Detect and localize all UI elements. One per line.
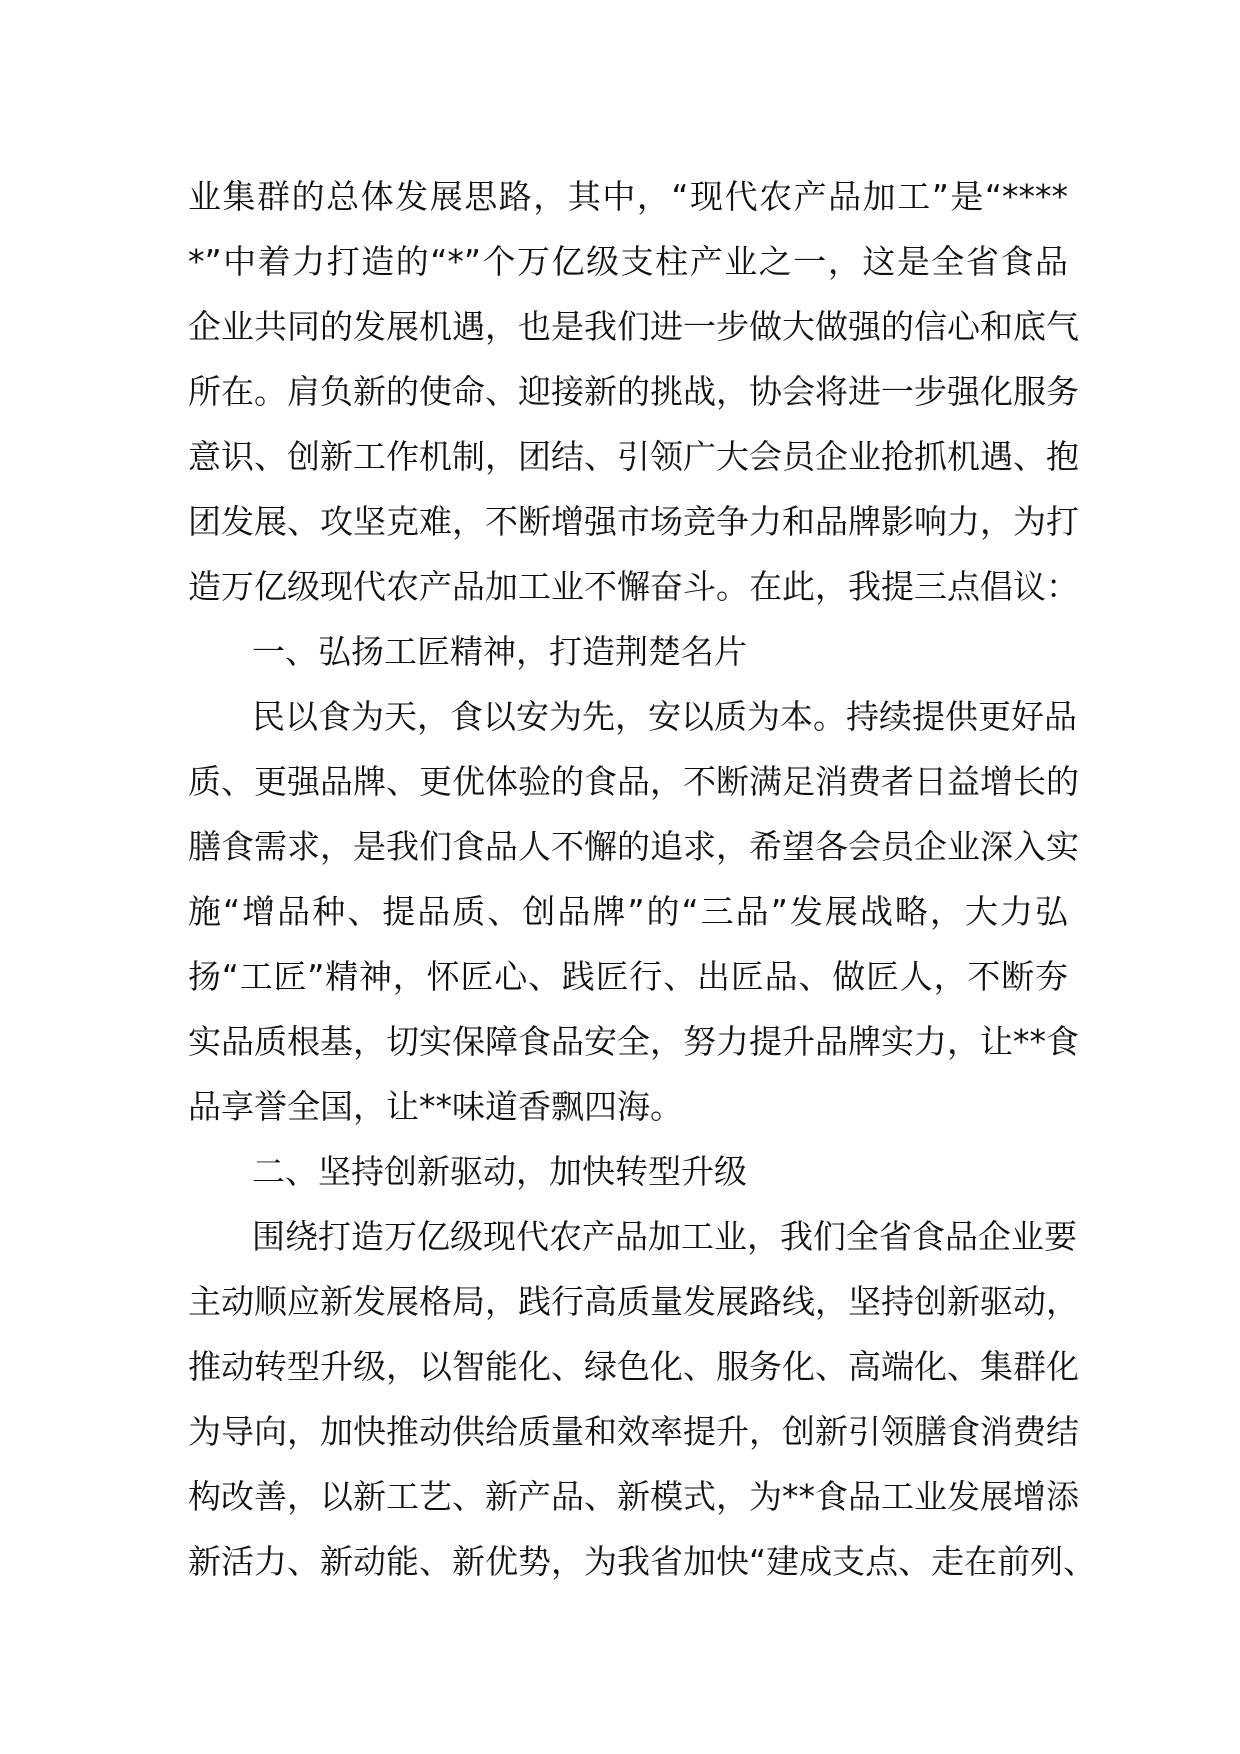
section-heading-2: 二、坚持创新驱动，加快转型升级	[252, 1152, 747, 1191]
paragraph-line: *”中着力打造的“*”个万亿级支柱产业之一，这是全省食品	[188, 242, 1068, 281]
paragraph-line: 推动转型升级，以智能化、绿色化、服务化、高端化、集群化	[188, 1347, 1079, 1386]
paragraph-line: 实品质根基，切实保障食品安全，努力提升品牌实力，让**食	[188, 1022, 1079, 1061]
document-body	[188, 164, 1097, 1594]
paragraph-line: 品享誉全国，让**味道香飘四海。	[188, 1087, 683, 1126]
paragraph-line: 质、更强品牌、更优体验的食品，不断满足消费者日益增长的	[188, 762, 1079, 801]
paragraph-line: 新活力、新动能、新优势，为我省加快“建成支点、走在前列、	[188, 1542, 1097, 1581]
paragraph-line: 业集群的总体发展思路，其中，“现代农产品加工”是“****	[188, 177, 1068, 216]
paragraph-line: 构改善，以新工艺、新产品、新模式，为**食品工业发展增添	[188, 1477, 1079, 1516]
paragraph-line: 扬“工匠”精神，怀匠心、践匠行、出匠品、做匠人，不断夯	[188, 957, 1068, 996]
paragraph-line: 企业共同的发展机遇，也是我们进一步做大做强的信心和底气	[188, 307, 1079, 346]
paragraph-line: 膳食需求，是我们食品人不懈的追求，希望各会员企业深入实	[188, 827, 1079, 866]
paragraph-line: 施“增品种、提品质、创品牌”的“三品”发展战略，大力弘	[188, 892, 1068, 931]
paragraph-line: 民以食为天，食以安为先，安以质为本。持续提供更好品	[252, 697, 1077, 736]
paragraph-line: 围绕打造万亿级现代农产品加工业，我们全省食品企业要	[252, 1217, 1077, 1256]
paragraph-line: 主动顺应新发展格局，践行高质量发展路线，坚持创新驱动，	[188, 1282, 1079, 1321]
paragraph-line: 团发展、攻坚克难，不断增强市场竞争力和品牌影响力，为打	[188, 502, 1079, 541]
paragraph-line: 为导向，加快推动供给质量和效率提升，创新引领膳食消费结	[188, 1412, 1079, 1451]
paragraph-line: 造万亿级现代农产品加工业不懈奋斗。在此，我提三点倡议：	[188, 567, 1079, 606]
section-heading-1: 一、弘扬工匠精神，打造荆楚名片	[252, 632, 747, 671]
paragraph-line: 所在。肩负新的使命、迎接新的挑战，协会将进一步强化服务	[188, 372, 1079, 411]
paragraph-line: 意识、创新工作机制，团结、引领广大会员企业抢抓机遇、抱	[188, 437, 1079, 476]
